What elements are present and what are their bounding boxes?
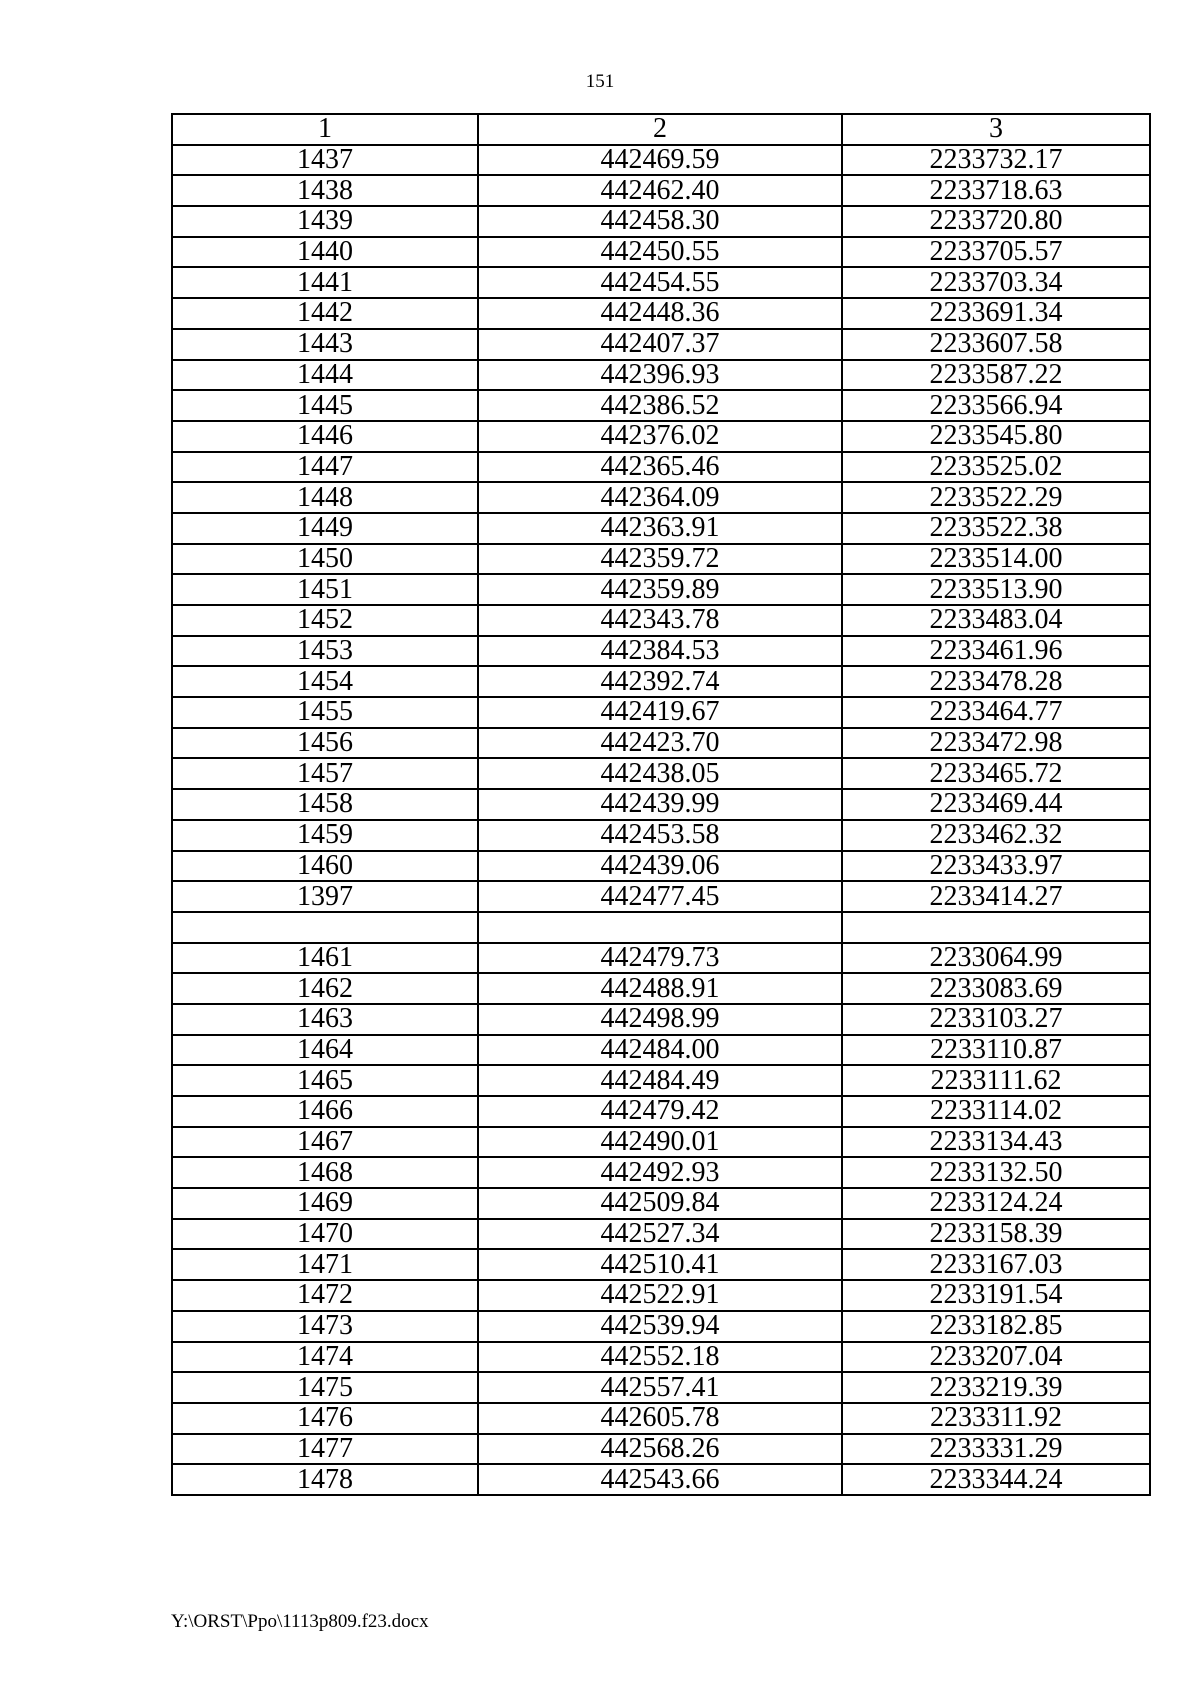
y-coordinate-cell: 2233110.87 (842, 1035, 1150, 1066)
x-coordinate-cell: 442488.91 (478, 973, 842, 1004)
x-coordinate-cell (478, 912, 842, 943)
y-coordinate-cell: 2233433.97 (842, 851, 1150, 882)
table-row (172, 1004, 1150, 1035)
y-coordinate-cell: 2233464.77 (842, 697, 1150, 728)
table-row (172, 267, 1150, 298)
point-number-cell: 1471 (172, 1249, 478, 1280)
y-coordinate-cell (842, 912, 1150, 943)
point-number-cell: 1474 (172, 1342, 478, 1373)
table-row (172, 728, 1150, 759)
table-row (172, 912, 1150, 943)
point-number-cell: 1450 (172, 544, 478, 575)
y-coordinate-cell: 2233134.43 (842, 1127, 1150, 1158)
y-coordinate-cell: 2233344.24 (842, 1464, 1150, 1495)
point-number-cell: 1397 (172, 881, 478, 912)
table-row (172, 1311, 1150, 1342)
x-coordinate-cell: 442419.67 (478, 697, 842, 728)
table-row (172, 851, 1150, 882)
y-coordinate-cell: 2233732.17 (842, 145, 1150, 176)
coordinates-table-body (172, 114, 1150, 1495)
x-coordinate-cell: 442439.06 (478, 851, 842, 882)
point-number-cell: 1443 (172, 329, 478, 360)
y-coordinate-cell: 2233720.80 (842, 206, 1150, 237)
point-number-cell: 1446 (172, 421, 478, 452)
y-coordinate-cell: 2233705.57 (842, 237, 1150, 268)
table-row (172, 482, 1150, 513)
table-row (172, 1096, 1150, 1127)
y-coordinate-cell: 2233513.90 (842, 574, 1150, 605)
y-coordinate-cell: 2233064.99 (842, 943, 1150, 974)
point-number-cell: 1461 (172, 943, 478, 974)
y-coordinate-cell: 2233124.24 (842, 1188, 1150, 1219)
point-number-cell: 1460 (172, 851, 478, 882)
y-coordinate-cell: 2233083.69 (842, 973, 1150, 1004)
y-coordinate-cell: 2233111.62 (842, 1065, 1150, 1096)
point-number-cell: 1473 (172, 1311, 478, 1342)
table-row (172, 206, 1150, 237)
point-number-cell: 1476 (172, 1403, 478, 1434)
x-coordinate-cell: 442479.42 (478, 1096, 842, 1127)
x-coordinate-cell: 442527.34 (478, 1219, 842, 1250)
x-coordinate-cell: 442376.02 (478, 421, 842, 452)
x-coordinate-cell: 442522.91 (478, 1280, 842, 1311)
x-coordinate-cell: 442568.26 (478, 1434, 842, 1465)
y-coordinate-cell: 2233691.34 (842, 298, 1150, 329)
x-coordinate-cell: 442359.89 (478, 574, 842, 605)
point-number-cell: 1466 (172, 1096, 478, 1127)
x-coordinate-cell: 442510.41 (478, 1249, 842, 1280)
x-coordinate-cell: 442605.78 (478, 1403, 842, 1434)
point-number-cell: 1445 (172, 390, 478, 421)
table-row (172, 1219, 1150, 1250)
table-row (172, 513, 1150, 544)
point-number-cell: 1451 (172, 574, 478, 605)
x-coordinate-cell: 442539.94 (478, 1311, 842, 1342)
y-coordinate-cell: 2233132.50 (842, 1157, 1150, 1188)
table-row (172, 1127, 1150, 1158)
table-row (172, 973, 1150, 1004)
y-coordinate-cell: 2233311.92 (842, 1403, 1150, 1434)
y-coordinate-cell: 2233191.54 (842, 1280, 1150, 1311)
table-row (172, 1188, 1150, 1219)
y-coordinate-cell: 2233514.00 (842, 544, 1150, 575)
point-number-cell: 1468 (172, 1157, 478, 1188)
table-row (172, 1403, 1150, 1434)
coordinates-table (171, 113, 1151, 1496)
x-coordinate-cell: 442479.73 (478, 943, 842, 974)
table-row (172, 1065, 1150, 1096)
table-row (172, 1035, 1150, 1066)
point-number-cell: 1475 (172, 1372, 478, 1403)
x-coordinate-cell: 442509.84 (478, 1188, 842, 1219)
x-coordinate-cell: 442448.36 (478, 298, 842, 329)
x-coordinate-cell: 442365.46 (478, 452, 842, 483)
x-coordinate-cell: 442364.09 (478, 482, 842, 513)
x-coordinate-cell: 442490.01 (478, 1127, 842, 1158)
table-row (172, 666, 1150, 697)
table-row (172, 360, 1150, 391)
table-row (172, 1372, 1150, 1403)
x-coordinate-cell: 442384.53 (478, 636, 842, 667)
point-number-cell: 1444 (172, 360, 478, 391)
point-number-cell: 1448 (172, 482, 478, 513)
table-row (172, 390, 1150, 421)
table-row (172, 298, 1150, 329)
y-coordinate-cell: 2233525.02 (842, 452, 1150, 483)
y-coordinate-cell: 2233331.29 (842, 1434, 1150, 1465)
column-header-3: 3 (842, 114, 1150, 145)
point-number-cell: 1438 (172, 175, 478, 206)
point-number-cell: 1477 (172, 1434, 478, 1465)
y-coordinate-cell: 2233207.04 (842, 1342, 1150, 1373)
x-coordinate-cell: 442458.30 (478, 206, 842, 237)
point-number-cell: 1464 (172, 1035, 478, 1066)
point-number-cell: 1437 (172, 145, 478, 176)
table-row (172, 452, 1150, 483)
y-coordinate-cell: 2233607.58 (842, 329, 1150, 360)
table-row (172, 758, 1150, 789)
point-number-cell: 1441 (172, 267, 478, 298)
x-coordinate-cell: 442407.37 (478, 329, 842, 360)
point-number-cell: 1442 (172, 298, 478, 329)
y-coordinate-cell: 2233469.44 (842, 789, 1150, 820)
x-coordinate-cell: 442484.49 (478, 1065, 842, 1096)
y-coordinate-cell: 2233167.03 (842, 1249, 1150, 1280)
x-coordinate-cell: 442498.99 (478, 1004, 842, 1035)
table-row (172, 697, 1150, 728)
x-coordinate-cell: 442484.00 (478, 1035, 842, 1066)
table-header-row (172, 114, 1150, 145)
x-coordinate-cell: 442492.93 (478, 1157, 842, 1188)
point-number-cell (172, 912, 478, 943)
x-coordinate-cell: 442477.45 (478, 881, 842, 912)
point-number-cell: 1447 (172, 452, 478, 483)
table-row (172, 544, 1150, 575)
x-coordinate-cell: 442454.55 (478, 267, 842, 298)
column-header-1: 1 (172, 114, 478, 145)
point-number-cell: 1458 (172, 789, 478, 820)
table-row (172, 789, 1150, 820)
table-row (172, 820, 1150, 851)
x-coordinate-cell: 442543.66 (478, 1464, 842, 1495)
point-number-cell: 1439 (172, 206, 478, 237)
point-number-cell: 1469 (172, 1188, 478, 1219)
point-number-cell: 1467 (172, 1127, 478, 1158)
table-row (172, 1157, 1150, 1188)
point-number-cell: 1465 (172, 1065, 478, 1096)
y-coordinate-cell: 2233566.94 (842, 390, 1150, 421)
table-row (172, 881, 1150, 912)
table-row (172, 1464, 1150, 1495)
x-coordinate-cell: 442450.55 (478, 237, 842, 268)
table-row (172, 175, 1150, 206)
y-coordinate-cell: 2233461.96 (842, 636, 1150, 667)
table-row (172, 1249, 1150, 1280)
file-path-footer: Y:\ORST\Ppo\1113p809.f23.docx (171, 1611, 429, 1632)
x-coordinate-cell: 442439.99 (478, 789, 842, 820)
y-coordinate-cell: 2233472.98 (842, 728, 1150, 759)
y-coordinate-cell: 2233219.39 (842, 1372, 1150, 1403)
x-coordinate-cell: 442469.59 (478, 145, 842, 176)
y-coordinate-cell: 2233703.34 (842, 267, 1150, 298)
point-number-cell: 1457 (172, 758, 478, 789)
x-coordinate-cell: 442386.52 (478, 390, 842, 421)
point-number-cell: 1453 (172, 636, 478, 667)
x-coordinate-cell: 442423.70 (478, 728, 842, 759)
y-coordinate-cell: 2233114.02 (842, 1096, 1150, 1127)
y-coordinate-cell: 2233718.63 (842, 175, 1150, 206)
x-coordinate-cell: 442557.41 (478, 1372, 842, 1403)
y-coordinate-cell: 2233587.22 (842, 360, 1150, 391)
point-number-cell: 1459 (172, 820, 478, 851)
y-coordinate-cell: 2233478.28 (842, 666, 1150, 697)
x-coordinate-cell: 442438.05 (478, 758, 842, 789)
y-coordinate-cell: 2233522.38 (842, 513, 1150, 544)
y-coordinate-cell: 2233462.32 (842, 820, 1150, 851)
x-coordinate-cell: 442462.40 (478, 175, 842, 206)
table-row (172, 1434, 1150, 1465)
x-coordinate-cell: 442453.58 (478, 820, 842, 851)
table-row (172, 1342, 1150, 1373)
table-row (172, 605, 1150, 636)
y-coordinate-cell: 2233182.85 (842, 1311, 1150, 1342)
table-row (172, 145, 1150, 176)
point-number-cell: 1470 (172, 1219, 478, 1250)
point-number-cell: 1452 (172, 605, 478, 636)
point-number-cell: 1455 (172, 697, 478, 728)
y-coordinate-cell: 2233103.27 (842, 1004, 1150, 1035)
y-coordinate-cell: 2233545.80 (842, 421, 1150, 452)
column-header-2: 2 (478, 114, 842, 145)
x-coordinate-cell: 442359.72 (478, 544, 842, 575)
point-number-cell: 1472 (172, 1280, 478, 1311)
x-coordinate-cell: 442363.91 (478, 513, 842, 544)
page-number: 151 (585, 71, 615, 92)
point-number-cell: 1454 (172, 666, 478, 697)
y-coordinate-cell: 2233465.72 (842, 758, 1150, 789)
x-coordinate-cell: 442396.93 (478, 360, 842, 391)
table-row (172, 329, 1150, 360)
table-row (172, 943, 1150, 974)
table-row (172, 636, 1150, 667)
x-coordinate-cell: 442552.18 (478, 1342, 842, 1373)
x-coordinate-cell: 442343.78 (478, 605, 842, 636)
y-coordinate-cell: 2233522.29 (842, 482, 1150, 513)
y-coordinate-cell: 2233483.04 (842, 605, 1150, 636)
table-row (172, 574, 1150, 605)
point-number-cell: 1463 (172, 1004, 478, 1035)
table-row (172, 1280, 1150, 1311)
table-row (172, 237, 1150, 268)
y-coordinate-cell: 2233414.27 (842, 881, 1150, 912)
y-coordinate-cell: 2233158.39 (842, 1219, 1150, 1250)
table-row (172, 421, 1150, 452)
point-number-cell: 1440 (172, 237, 478, 268)
point-number-cell: 1478 (172, 1464, 478, 1495)
point-number-cell: 1449 (172, 513, 478, 544)
x-coordinate-cell: 442392.74 (478, 666, 842, 697)
point-number-cell: 1462 (172, 973, 478, 1004)
point-number-cell: 1456 (172, 728, 478, 759)
